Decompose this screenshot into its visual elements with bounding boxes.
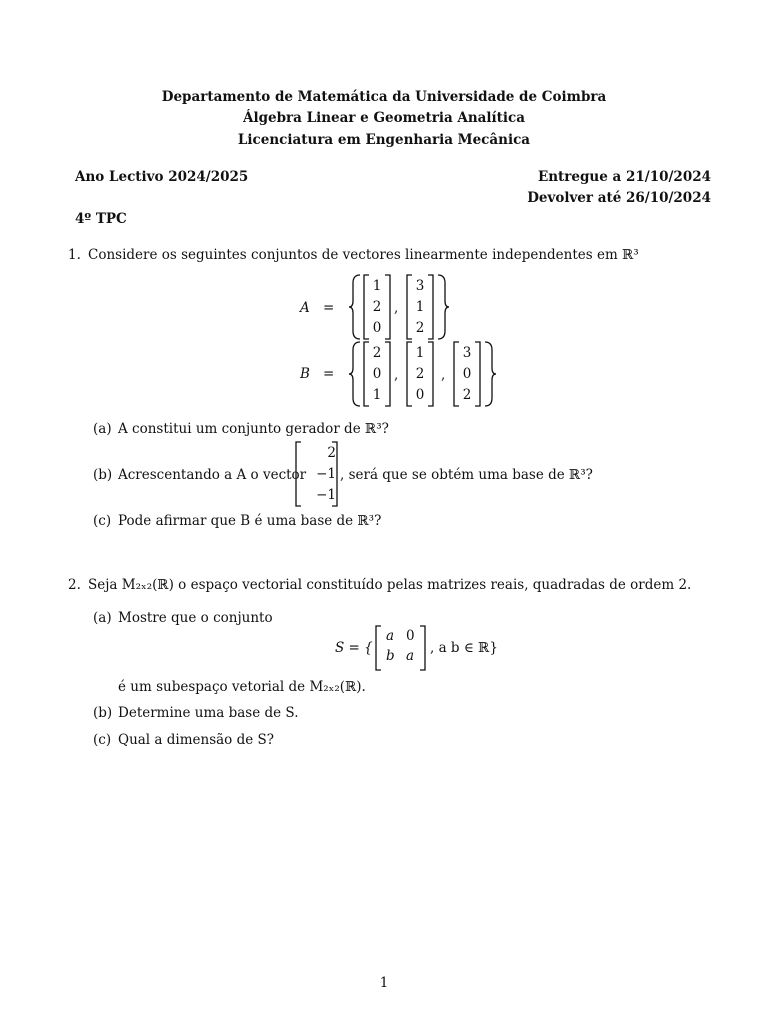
vector-entry: 2 — [327, 445, 336, 461]
set-s-suffix: , a b ∈ ℝ} — [430, 640, 498, 656]
q1b-label: (b) — [93, 467, 113, 483]
q1a-text: A constitui um conjunto gerador de ℝ³? — [118, 421, 389, 437]
q2-statement: Seja M₂ₓ₂(ℝ) o espaço vectorial constituído pelas matrizes reais, quadradas de ordem 2. — [88, 577, 692, 593]
q1b-vector — [302, 443, 336, 506]
set-b-comma: , — [441, 367, 446, 383]
vector-entry: 2 — [462, 387, 472, 403]
q2a-label: (a) — [93, 610, 112, 626]
vector-entry: 3 — [415, 278, 425, 294]
q1-number: 1. — [68, 247, 81, 263]
vector-entry: 2 — [372, 299, 382, 315]
vector-entry: 2 — [415, 320, 425, 336]
q2b-text: Determine uma base de S. — [118, 705, 299, 721]
due-date: Devolver até 26/10/2024 — [527, 190, 711, 206]
set-b-vector-3 — [454, 343, 480, 406]
vector-entry: 1 — [415, 345, 425, 361]
matrix-entry: 0 — [406, 628, 415, 644]
header-course: Álgebra Linear e Geometria Analítica — [242, 110, 526, 126]
vector-entry: 3 — [462, 345, 472, 361]
academic-year: Ano Lectivo 2024/2025 — [75, 169, 249, 185]
vector-entry: 1 — [372, 387, 382, 403]
header-department: Departamento de Matemática da Universidade de Coimbra — [161, 89, 607, 105]
set-b-name: B — [300, 366, 310, 382]
q2a-text: Mostre que o conjunto — [118, 610, 273, 626]
set-b-vector-2 — [407, 343, 433, 406]
q2c-text: Qual a dimensão de S? — [118, 732, 275, 748]
matrix-entry: a — [386, 628, 395, 644]
page-number: 1 — [379, 975, 389, 991]
matrix-entry: a — [406, 648, 415, 664]
vector-entry: 0 — [462, 366, 472, 382]
matrix-entry: b — [386, 648, 395, 664]
q1c-text: Pode afirmar que B é uma base de ℝ³? — [118, 513, 382, 529]
set-a-comma: , — [394, 300, 399, 316]
q2b-label: (b) — [93, 705, 113, 721]
matrix-brackets — [374, 624, 434, 672]
vector-entry: −1 — [316, 487, 336, 503]
q2-number: 2. — [68, 577, 81, 593]
set-a-vector-2 — [407, 276, 433, 339]
set-a-equals: = — [323, 300, 335, 316]
q1a-label: (a) — [93, 421, 112, 437]
q1b-text-post: , será que se obtém uma base de ℝ³? — [340, 467, 593, 483]
vector-entry: 2 — [415, 366, 425, 382]
vector-entry: 0 — [372, 320, 382, 336]
vector-entry: 0 — [372, 366, 382, 382]
q1-statement: Considere os seguintes conjuntos de vectores linearmente independentes em ℝ³ — [88, 247, 639, 263]
vector-entry: 0 — [415, 387, 425, 403]
vector-entry: 2 — [372, 345, 382, 361]
vector-entry: 1 — [372, 278, 382, 294]
set-b-equals: = — [323, 366, 335, 382]
q2c-label: (c) — [93, 732, 112, 748]
q2a-text-2: é um subespaço vetorial de M₂ₓ₂(ℝ). — [118, 679, 366, 695]
set-s-prefix: S = { — [335, 640, 373, 656]
q1b-text-pre: Acrescentando a A o vector — [118, 467, 307, 483]
vector-entry: 1 — [415, 299, 425, 315]
header-degree: Licenciatura em Engenharia Mecânica — [237, 132, 531, 148]
assignment-title: 4º TPC — [75, 211, 127, 227]
q1c-label: (c) — [93, 513, 112, 529]
set-a-vector-1 — [364, 276, 390, 339]
delivery-date: Entregue a 21/10/2024 — [537, 169, 711, 185]
set-a-name: A — [300, 300, 310, 316]
vector-entry: −1 — [316, 466, 336, 482]
set-b-vector-1 — [364, 343, 390, 406]
set-b-comma: , — [394, 367, 399, 383]
